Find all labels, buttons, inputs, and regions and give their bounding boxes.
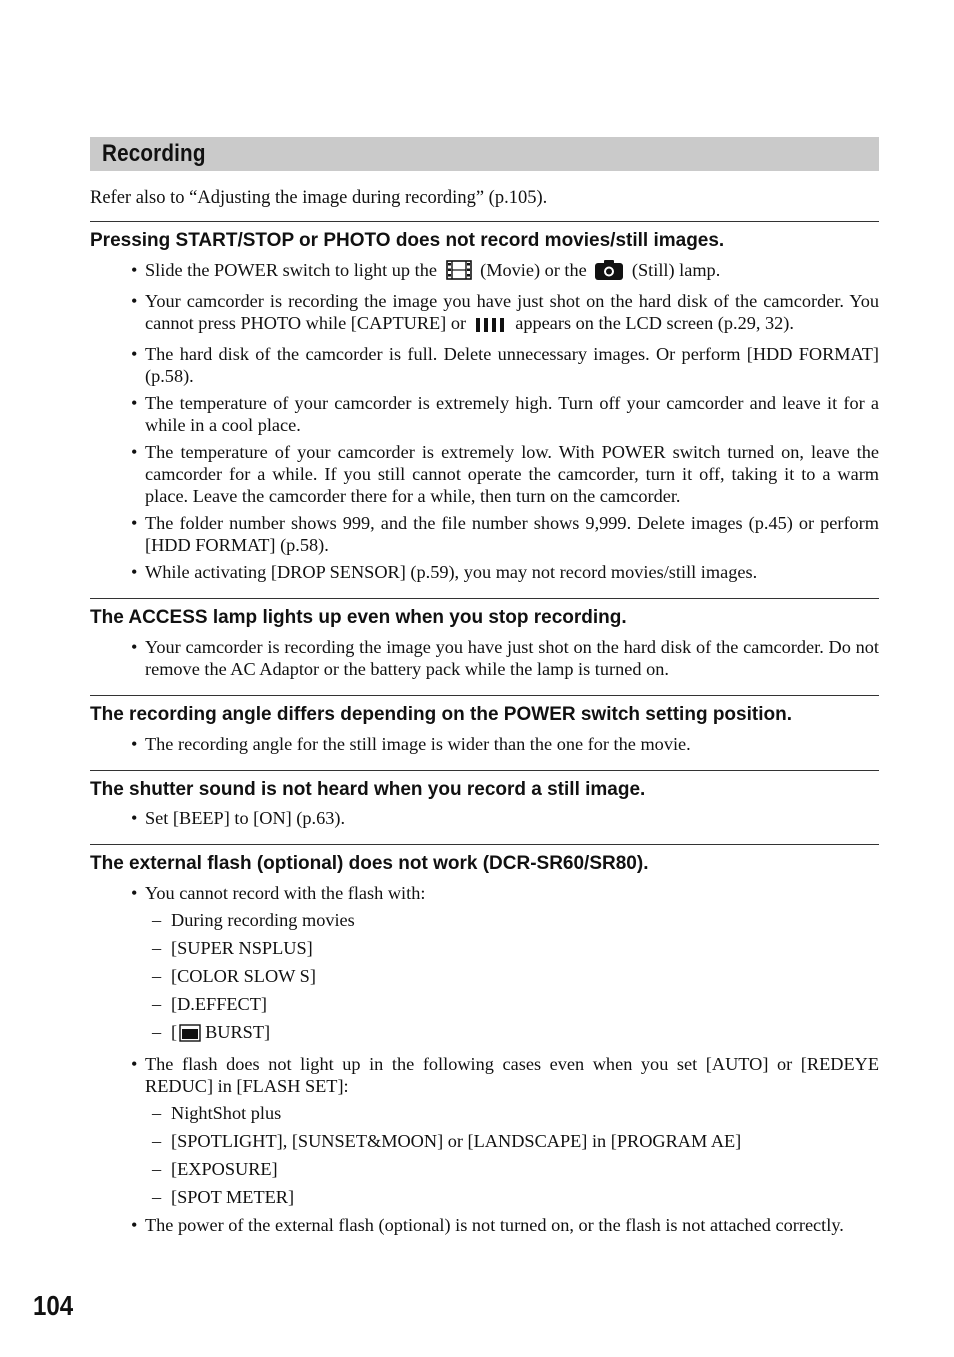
topic-access-lamp [90, 599, 879, 695]
list-item: • The power of the external flash (optional) is not turned on, or the flash is not attached correctly. [131, 1215, 844, 1236]
topic-external-flash [90, 845, 879, 1251]
topic-heading: Pressing START/STOP or PHOTO does not record movies/still images. [90, 230, 725, 252]
topic-heading: The recording angle differs depending on the POWER switch setting position. [90, 703, 792, 725]
topic-heading: The ACCESS lamp lights up even when you stop recording. [90, 606, 627, 628]
dash: – [152, 910, 162, 931]
bullet: • [131, 392, 138, 413]
bullet: • [131, 636, 138, 657]
dash: – [152, 966, 162, 987]
dash: – [152, 1103, 162, 1124]
topic-recording-angle [90, 696, 879, 770]
bullet: • [131, 1215, 138, 1236]
sub-list-item: – [SPOT METER] [152, 1187, 295, 1208]
list-item: • You cannot record with the flash with: [131, 883, 426, 904]
sub-list-item: – [COLOR SLOW S] [152, 966, 316, 987]
bullet: • [131, 441, 138, 462]
sub-list-item: – [EXPOSURE] [152, 1159, 278, 1180]
dash: – [152, 1159, 162, 1180]
list-item: • Your camcorder is recording the image you have just shot on the hard disk of the camcorder. Do not remove the AC Adaptor or the battery pack while the lamp is turned on. [131, 636, 879, 679]
list-item: • The flash does not light up in the following cases even when you set [AUTO] or [REDEYE REDUC] in [FLASH SET]: [131, 1054, 879, 1097]
list-item: • The hard disk of the camcorder is full. Delete unnecessary images. Or perform [HDD FORMAT] (p.58). [131, 343, 879, 386]
topic-shutter-sound [90, 771, 879, 845]
still-camera-icon [595, 260, 623, 285]
page-number: 104 [33, 1290, 74, 1321]
intro-text: Refer also to “Adjusting the image during recording” (p.105). [90, 188, 548, 208]
bullet: • [131, 883, 138, 904]
dash: – [152, 1022, 162, 1043]
list-item: • While activating [DROP SENSOR] (p.59), you may not record movies/still images. [131, 561, 758, 582]
bullet: • [131, 259, 138, 280]
sub-list-item: – NightShot plus [152, 1103, 282, 1124]
bullet: • [131, 290, 138, 311]
section-header-bar [90, 137, 879, 171]
dash: – [152, 1187, 162, 1208]
topic-heading: The shutter sound is not heard when you record a still image. [90, 778, 646, 800]
list-item: • Set [BEEP] to [ON] (p.63). [131, 808, 346, 829]
topic-heading: The external flash (optional) does not work (DCR-SR60/SR80). [90, 853, 649, 875]
topic-start-stop [90, 222, 879, 598]
list-item: • The recording angle for the still image is wider than the one for the movie. [131, 733, 691, 754]
bullet: • [131, 1054, 138, 1075]
list-item: • Slide the POWER switch to light up the (Movie) or the (Still) lamp. [90, 259, 879, 285]
dash: – [152, 994, 162, 1015]
list-item: • Your camcorder is recording the image you have just shot on the hard disk of the camcorder. You cannot press PHOTO while [CAPTURE] or appears on the LCD screen (p.29, 32). [90, 290, 879, 338]
list-item: • The temperature of your camcorder is extremely low. With POWER switch turned on, leave the camcorder for a while. If you still cannot operate the camcorder, turn it off, taking it to a warm place. Leave the camcorder there for a while, then turn on the camcorder. [131, 441, 879, 506]
bullet: • [131, 733, 138, 754]
dash: – [152, 1131, 162, 1152]
bullet: • [131, 512, 138, 533]
sub-list-item: – During recording movies [152, 910, 355, 931]
page-content [90, 137, 879, 1251]
list-item: • The folder number shows 999, and the file number shows 9,999. Delete images (p.45) or perform [HDD FORMAT] (p.58). [131, 512, 879, 555]
list-item: • The temperature of your camcorder is extremely high. Turn off your camcorder and leave it for a while in a cool place. [131, 392, 879, 435]
bullet: • [131, 561, 138, 582]
buffer-bars-icon [475, 316, 507, 338]
section-title: Recording [102, 140, 206, 167]
burst-mode-icon [179, 1024, 201, 1047]
dash: – [152, 938, 162, 959]
sub-list-item: – [SUPER NSPLUS] [152, 938, 313, 959]
movie-film-icon [446, 260, 472, 285]
bullet: • [131, 808, 138, 829]
sub-list-item: – [SPOTLIGHT], [SUNSET&MOON] or [LANDSCAPE] in [PROGRAM AE] [152, 1131, 742, 1152]
sub-list-item: – [D.EFFECT] [152, 994, 267, 1015]
bullet: • [131, 343, 138, 364]
sub-list-item: – [ BURST] [90, 1021, 879, 1047]
